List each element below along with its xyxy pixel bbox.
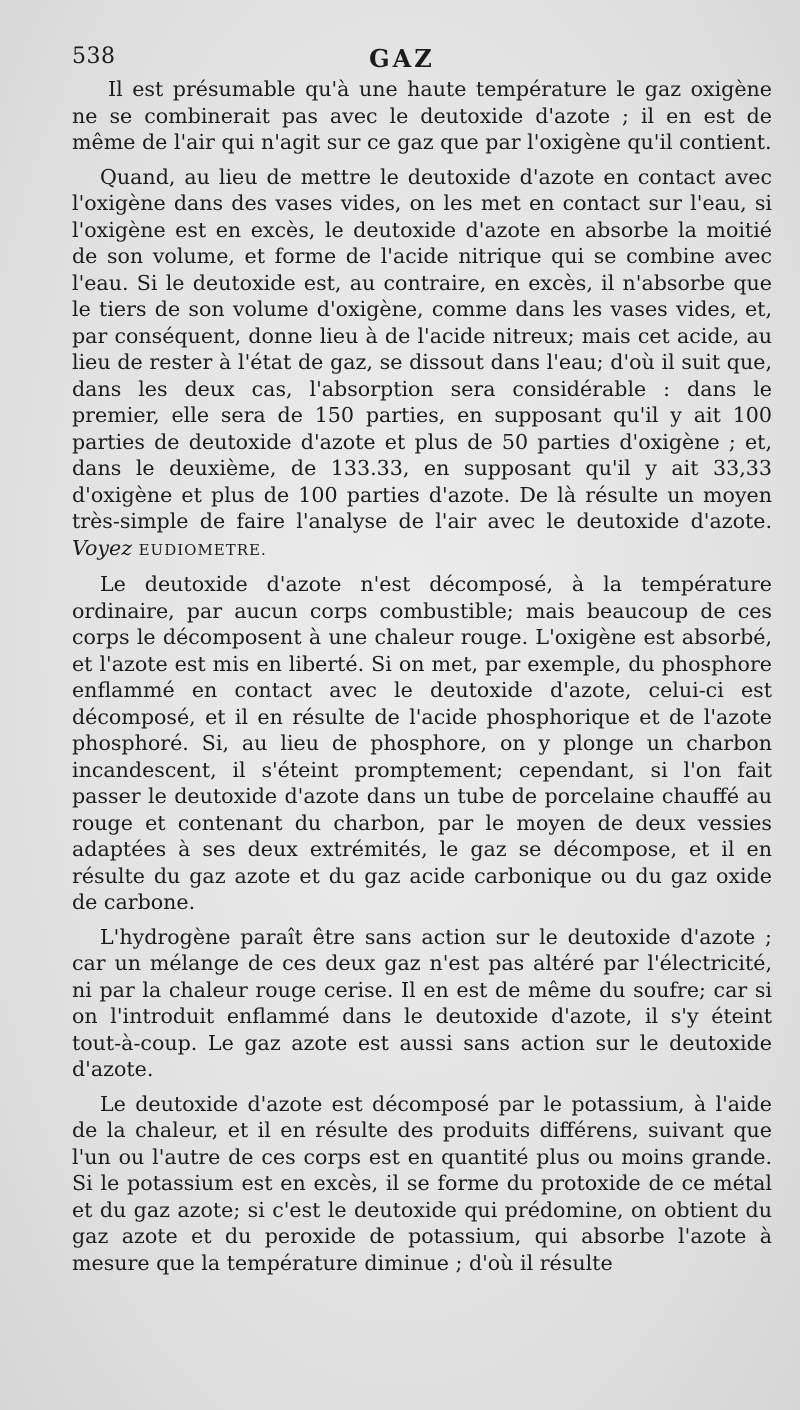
paragraph-3-text: Le deutoxide d'azote n'est décomposé, à la température ordinaire, par aucun corps combustible; mais beaucoup de ces corps le décomposent à une chaleur rouge. L'oxigène est absorbé, et l'azote est mis en liberté. Si on met, par exemple, du phosphore enflammé en contact avec le deutoxide d'azote, celui-ci est décomposé, et il en résulte de l'acide phosphorique et de l'azote phosphoré. Si, au lieu de phosphore, on y plonge un charbon incandescent, il s'éteint promptement; cependant, si l'on fait passer le deutoxide d'azote dans un tube de porcelaine chauffé au rouge et contenant du charbon, par le moyen de deux vessies adaptées à ses deux extrémités, le gaz se décompose, et il en résulte du gaz azote et du gaz acide carbonique ou du gaz oxide de carbone. bbox=[72, 572, 772, 914]
paragraph-5-text: Le deutoxide d'azote est décomposé par le potassium, à l'aide de la chaleur, et il en résulte des produits différens, suivant que l'un ou l'autre de ces corps est en quantité plus ou moins grande. Si le potassium est en excès, il se forme du protoxide de ce métal et du gaz azote; si c'est le deutoxide qui prédomine, on obtient du gaz azote et du peroxide de potassium, qui absorbe l'azote à mesure que la température diminue ; d'où il résulte bbox=[72, 1091, 772, 1275]
paragraph-2-text: Quand, au lieu de mettre le deutoxide d'azote en contact avec l'oxigène dans des vases vides, on les met en contact sur l'eau, si l'oxigène est en excès, le deutoxide d'azote en absorbe la moitié de son volume, et forme de l'acide nitrique qui se combine avec l'eau. Si le deutoxide est, au contraire, en excès, il n'absorbe que le tiers de son volume d'oxigène, comme dans les vases vides, et, par conséquent, donne lieu à de l'acide nitreux; mais cet acide, au lieu de rester à l'état de gaz, se dissout dans l'eau; d'où il suit que, dans les deux cas, l'absorption sera considérable : dans le premier, elle sera de 150 parties, en supposant qu'il y ait 100 parties de deutoxide d'azote et plus de 50 parties d'oxigène ; et, dans le deuxième, de 133.33, en supposant qu'il y ait 33,33 d'oxigène et plus de 100 parties d'azote. De là résulte un moyen très-simple de faire l'analyse de l'air avec le deutoxide d'azote. bbox=[72, 164, 772, 533]
body-text bbox=[72, 76, 772, 1284]
paragraph-1 bbox=[72, 76, 772, 156]
paragraph-4 bbox=[72, 924, 772, 1083]
paragraph-2 bbox=[72, 164, 772, 564]
paragraph-1-text: Il est présumable qu'à une haute température le gaz oxigène ne se combinerait pas avec le deutoxide d'azote ; il en est de même de l'air qui n'agit sur ce gaz que par l'oxigène qu'il contient. bbox=[72, 77, 772, 154]
running-title: GAZ bbox=[369, 44, 435, 73]
see-label: Voyez bbox=[72, 535, 133, 560]
paragraph-4-text: L'hydrogène paraît être sans action sur le deutoxide d'azote ; car un mélange de ces deux gaz n'est pas altéré par l'électricité, ni par la chaleur rouge cerise. Il en est de même du soufre; car si on l'introduit enflammé dans le deutoxide d'azote, il s'y éteint tout-à-coup. Le gaz azote est aussi sans action sur le deutoxide d'azote. bbox=[72, 924, 772, 1081]
cross-reference: EUDIOMETRE. bbox=[138, 540, 267, 559]
paragraph-5 bbox=[72, 1091, 772, 1277]
page-number: 538 bbox=[72, 44, 116, 69]
paragraph-3 bbox=[72, 571, 772, 916]
page-header bbox=[72, 42, 772, 76]
